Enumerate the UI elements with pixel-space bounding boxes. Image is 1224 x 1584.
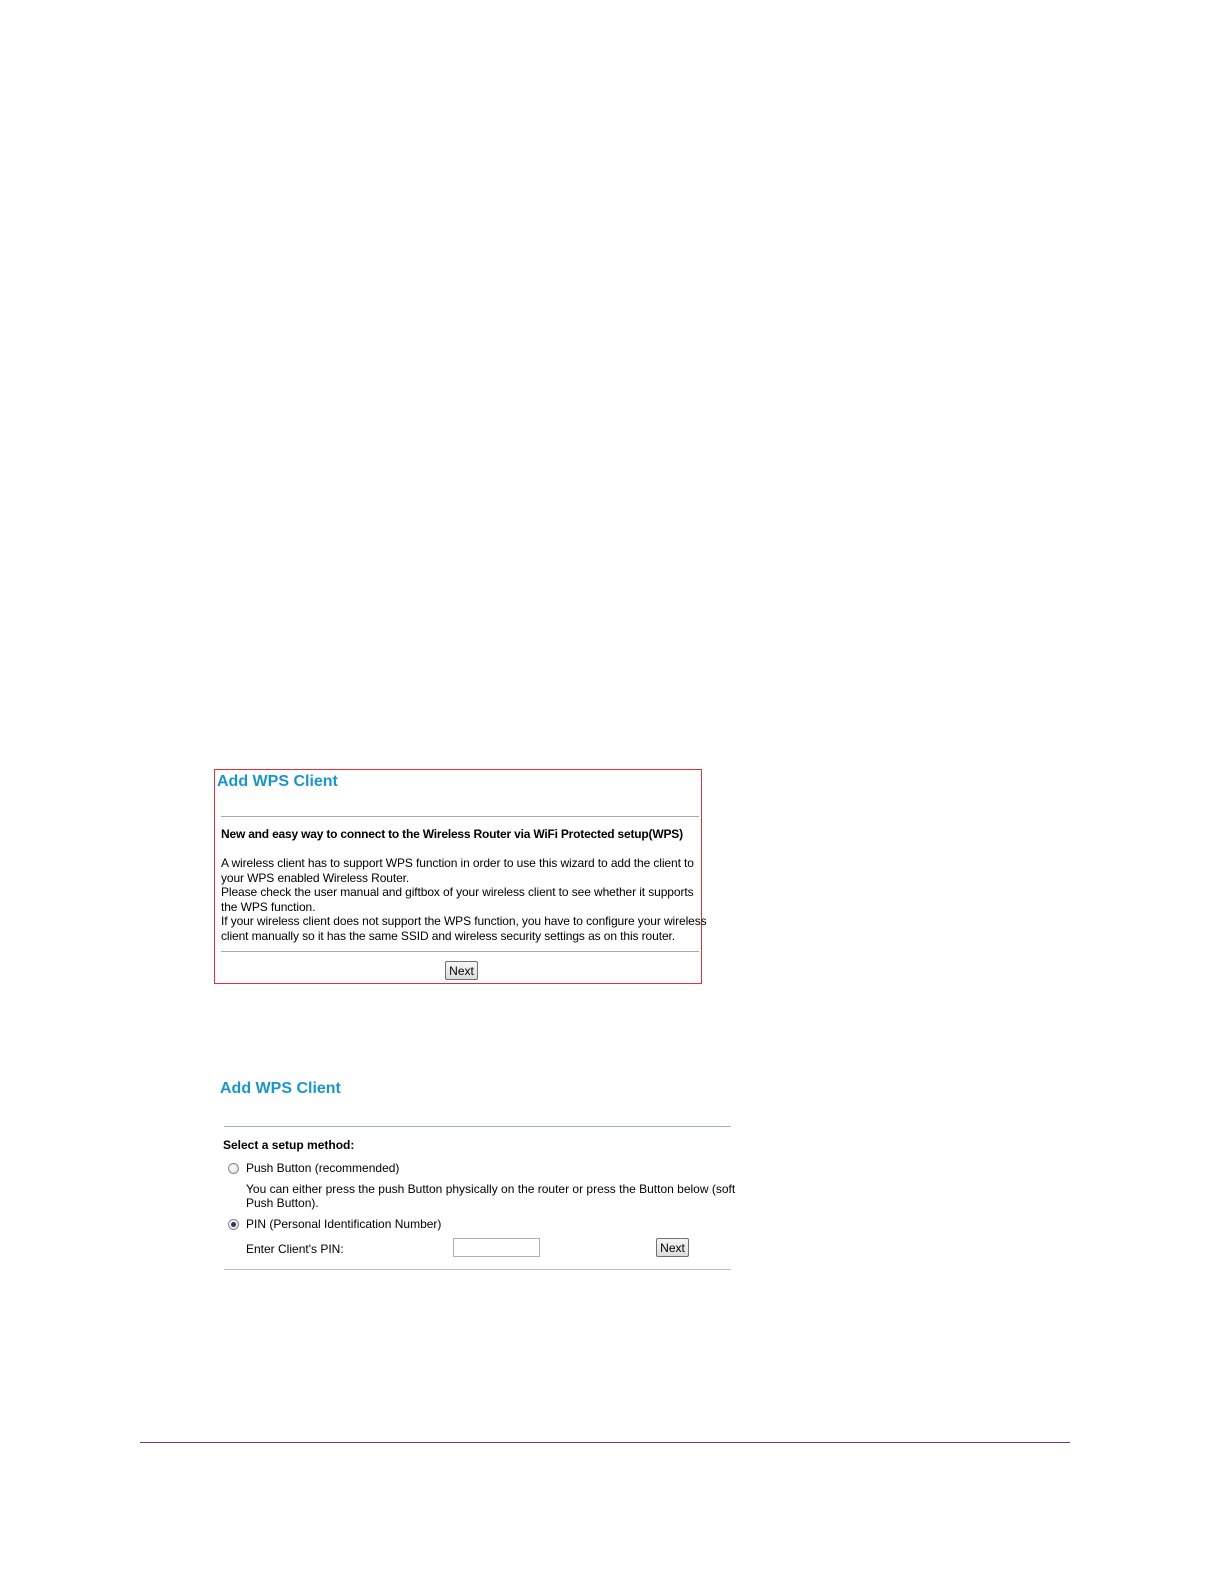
push-button-label[interactable]: Push Button (recommended): [246, 1161, 400, 1175]
intro-text-line: If your wireless client does not support the WPS function, you have to configure your wireless: [221, 914, 707, 928]
add-wps-client-intro-panel: [214, 769, 707, 984]
divider: [221, 951, 699, 952]
next-button[interactable]: Next: [445, 961, 478, 980]
intro-text-line: Please check the user manual and giftbox of your wireless client to see whether it supports: [221, 885, 694, 899]
intro-text-line: A wireless client has to support WPS function in order to use this wizard to add the client to: [221, 856, 694, 870]
intro-text: [221, 856, 707, 943]
panel-title: Add WPS Client: [220, 1080, 341, 1097]
client-pin-input[interactable]: [453, 1238, 540, 1257]
footer-rule: [140, 1442, 1070, 1443]
enter-pin-label: Enter Client's PIN:: [246, 1242, 344, 1256]
divider: [224, 1126, 731, 1127]
pin-radio[interactable]: [228, 1219, 239, 1230]
divider: [224, 1269, 731, 1270]
intro-text-line: client manually so it has the same SSID and wireless security settings as on this router.: [221, 928, 675, 943]
next-button[interactable]: Next: [656, 1238, 689, 1257]
divider: [221, 816, 699, 817]
push-button-description: You can either press the push Button physically on the router or press the Button below (soft Push Button).: [246, 1182, 736, 1210]
intro-text-line: the WPS function.: [221, 899, 316, 914]
push-button-radio[interactable]: [228, 1163, 239, 1174]
panel-title: Add WPS Client: [217, 773, 338, 790]
pin-label[interactable]: PIN (Personal Identification Number): [246, 1217, 442, 1231]
add-wps-client-method-panel: [218, 1076, 734, 1276]
intro-heading: New and easy way to connect to the Wireless Router via WiFi Protected setup(WPS): [221, 827, 683, 841]
setup-method-heading: Select a setup method:: [223, 1138, 355, 1152]
intro-text-line: your WPS enabled Wireless Router.: [221, 870, 410, 885]
